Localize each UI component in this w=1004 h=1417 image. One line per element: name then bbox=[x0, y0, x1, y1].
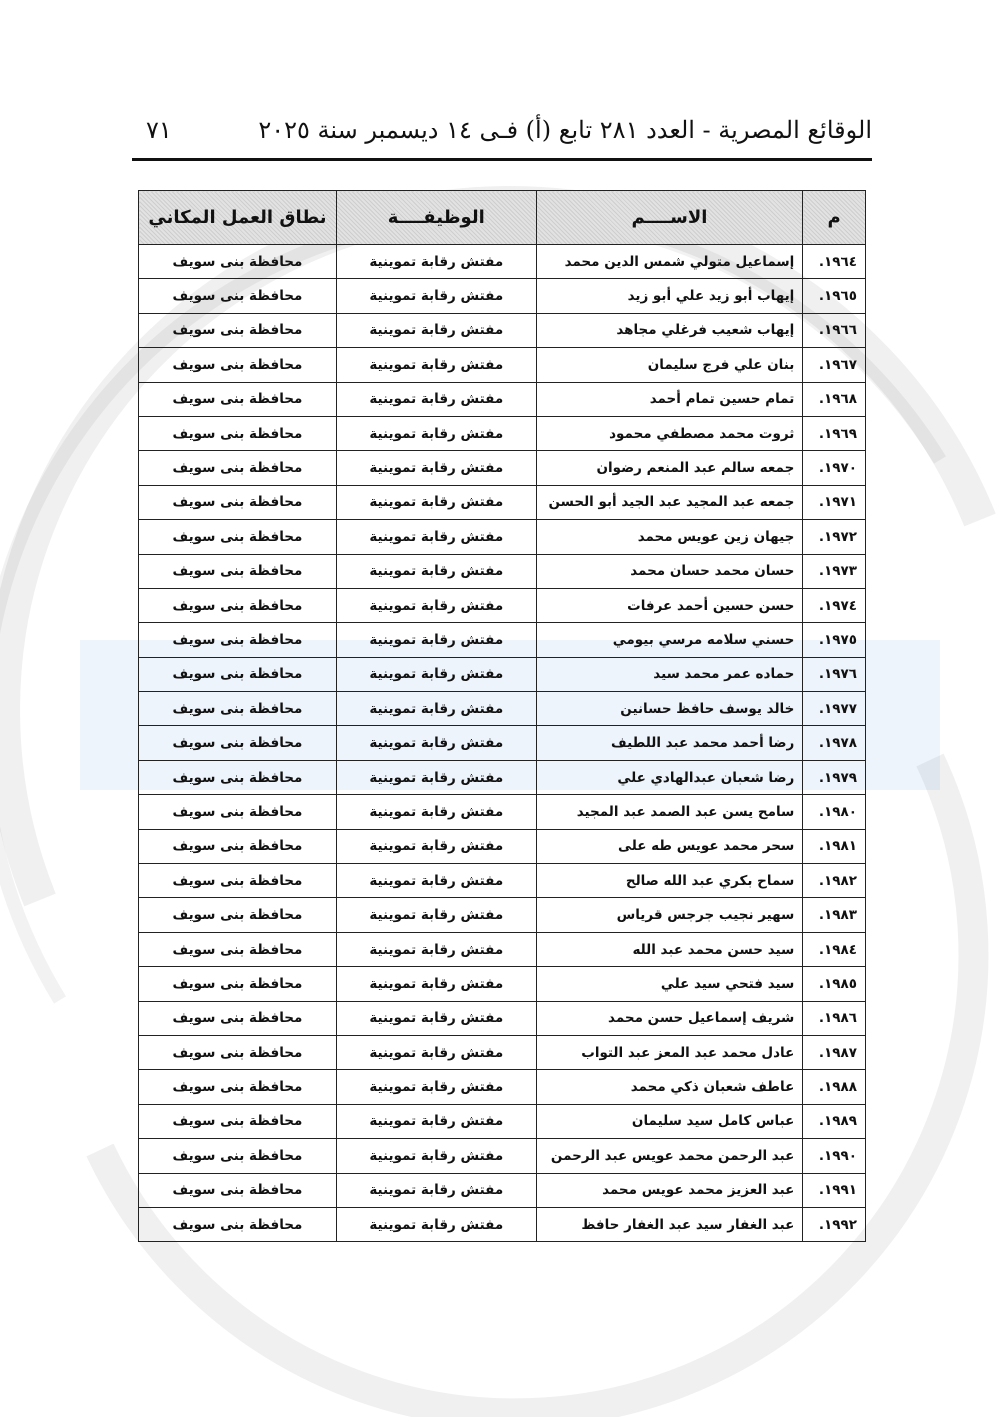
table-row bbox=[139, 726, 866, 760]
person-name: عاطف شعبان ذكي محمد bbox=[536, 1070, 803, 1104]
work-area: محافظة بنى سويف bbox=[139, 588, 337, 622]
work-area: محافظة بنى سويف bbox=[139, 554, 337, 588]
column-header-area: نطاق العمل المكاني bbox=[139, 191, 337, 245]
row-number: ١٩٦٥. bbox=[803, 279, 866, 313]
column-header-name: الاســــم bbox=[536, 191, 803, 245]
job-title: مفتش رقابة تموينية bbox=[336, 1035, 536, 1069]
row-number: ١٩٨٢. bbox=[803, 864, 866, 898]
table-header-row bbox=[139, 191, 866, 245]
table-row bbox=[139, 520, 866, 554]
work-area: محافظة بنى سويف bbox=[139, 623, 337, 657]
table-row bbox=[139, 795, 866, 829]
work-area: محافظة بنى سويف bbox=[139, 485, 337, 519]
table-row bbox=[139, 623, 866, 657]
job-title: مفتش رقابة تموينية bbox=[336, 1139, 536, 1173]
row-number: ١٩٦٨. bbox=[803, 382, 866, 416]
job-title: مفتش رقابة تموينية bbox=[336, 623, 536, 657]
person-name: حسني سلامه مرسي بيومي bbox=[536, 623, 803, 657]
job-title: مفتش رقابة تموينية bbox=[336, 348, 536, 382]
person-name: سحر محمد عويس طه على bbox=[536, 829, 803, 863]
job-title: مفتش رقابة تموينية bbox=[336, 898, 536, 932]
work-area: محافظة بنى سويف bbox=[139, 932, 337, 966]
person-name: سيد فتحي سيد علي bbox=[536, 967, 803, 1001]
job-title: مفتش رقابة تموينية bbox=[336, 760, 536, 794]
column-header-number: م bbox=[803, 191, 866, 245]
person-name: عبد العزيز محمد عويس محمد bbox=[536, 1173, 803, 1207]
person-name: سيد حسن محمد عبد الله bbox=[536, 932, 803, 966]
work-area: محافظة بنى سويف bbox=[139, 1035, 337, 1069]
work-area: محافظة بنى سويف bbox=[139, 348, 337, 382]
person-name: إسماعيل متولي شمس الدين محمد bbox=[536, 245, 803, 279]
table-row bbox=[139, 864, 866, 898]
person-name: حماده عمر محمد سيد bbox=[536, 657, 803, 691]
job-title: مفتش رقابة تموينية bbox=[336, 795, 536, 829]
job-title: مفتش رقابة تموينية bbox=[336, 829, 536, 863]
person-name: شريف إسماعيل حسن محمد bbox=[536, 1001, 803, 1035]
table-row bbox=[139, 657, 866, 691]
work-area: محافظة بنى سويف bbox=[139, 829, 337, 863]
table-row bbox=[139, 1207, 866, 1241]
job-title: مفتش رقابة تموينية bbox=[336, 279, 536, 313]
work-area: محافظة بنى سويف bbox=[139, 1070, 337, 1104]
person-name: عباس كامل سيد سليمان bbox=[536, 1104, 803, 1138]
page-header bbox=[132, 108, 872, 161]
column-header-job: الوظيفــــة bbox=[336, 191, 536, 245]
table-row bbox=[139, 382, 866, 416]
row-number: ١٩٩٢. bbox=[803, 1207, 866, 1241]
person-name: بنان علي فرج سليمان bbox=[536, 348, 803, 382]
work-area: محافظة بنى سويف bbox=[139, 898, 337, 932]
table-row bbox=[139, 416, 866, 450]
work-area: محافظة بنى سويف bbox=[139, 1104, 337, 1138]
page-number: ٧١ bbox=[146, 116, 172, 144]
job-title: مفتش رقابة تموينية bbox=[336, 451, 536, 485]
job-title: مفتش رقابة تموينية bbox=[336, 485, 536, 519]
table-row bbox=[139, 588, 866, 622]
table-row bbox=[139, 1139, 866, 1173]
work-area: محافظة بنى سويف bbox=[139, 416, 337, 450]
work-area: محافظة بنى سويف bbox=[139, 1173, 337, 1207]
table-row bbox=[139, 1104, 866, 1138]
job-title: مفتش رقابة تموينية bbox=[336, 245, 536, 279]
table-row bbox=[139, 1035, 866, 1069]
row-number: ١٩٨٠. bbox=[803, 795, 866, 829]
row-number: ١٩٧٠. bbox=[803, 451, 866, 485]
table-row bbox=[139, 1070, 866, 1104]
work-area: محافظة بنى سويف bbox=[139, 520, 337, 554]
table-row bbox=[139, 313, 866, 347]
row-number: ١٩٦٤. bbox=[803, 245, 866, 279]
person-name: عبد الرحمن محمد عويس عبد الرحمن bbox=[536, 1139, 803, 1173]
table-row bbox=[139, 245, 866, 279]
person-name: إيهاب أبو زيد علي أبو زيد bbox=[536, 279, 803, 313]
person-name: جيهان زين عويس محمد bbox=[536, 520, 803, 554]
row-number: ١٩٧٧. bbox=[803, 692, 866, 726]
row-number: ١٩٧٦. bbox=[803, 657, 866, 691]
work-area: محافظة بنى سويف bbox=[139, 245, 337, 279]
person-name: رضا شعبان عبدالهادي علي bbox=[536, 760, 803, 794]
work-area: محافظة بنى سويف bbox=[139, 451, 337, 485]
row-number: ١٩٧١. bbox=[803, 485, 866, 519]
table-row bbox=[139, 279, 866, 313]
job-title: مفتش رقابة تموينية bbox=[336, 967, 536, 1001]
row-number: ١٩٧٥. bbox=[803, 623, 866, 657]
job-title: مفتش رقابة تموينية bbox=[336, 416, 536, 450]
work-area: محافظة بنى سويف bbox=[139, 795, 337, 829]
job-title: مفتش رقابة تموينية bbox=[336, 657, 536, 691]
table-row bbox=[139, 760, 866, 794]
row-number: ١٩٨١. bbox=[803, 829, 866, 863]
job-title: مفتش رقابة تموينية bbox=[336, 1104, 536, 1138]
row-number: ١٩٨٥. bbox=[803, 967, 866, 1001]
table-row bbox=[139, 898, 866, 932]
work-area: محافظة بنى سويف bbox=[139, 1139, 337, 1173]
work-area: محافظة بنى سويف bbox=[139, 1207, 337, 1241]
work-area: محافظة بنى سويف bbox=[139, 657, 337, 691]
work-area: محافظة بنى سويف bbox=[139, 760, 337, 794]
work-area: محافظة بنى سويف bbox=[139, 726, 337, 760]
row-number: ١٩٨٩. bbox=[803, 1104, 866, 1138]
work-area: محافظة بنى سويف bbox=[139, 692, 337, 726]
job-title: مفتش رقابة تموينية bbox=[336, 692, 536, 726]
job-title: مفتش رقابة تموينية bbox=[336, 864, 536, 898]
person-name: حسن حسين أحمد عرفات bbox=[536, 588, 803, 622]
records-table bbox=[138, 190, 866, 1242]
person-name: خالد يوسف حافظ حسانين bbox=[536, 692, 803, 726]
person-name: سهير نجيب جرجس قرياس bbox=[536, 898, 803, 932]
table-row bbox=[139, 967, 866, 1001]
table-row bbox=[139, 485, 866, 519]
job-title: مفتش رقابة تموينية bbox=[336, 1173, 536, 1207]
row-number: ١٩٩١. bbox=[803, 1173, 866, 1207]
person-name: رضا أحمد محمد عبد اللطيف bbox=[536, 726, 803, 760]
job-title: مفتش رقابة تموينية bbox=[336, 932, 536, 966]
row-number: ١٩٨٤. bbox=[803, 932, 866, 966]
row-number: ١٩٨٧. bbox=[803, 1035, 866, 1069]
row-number: ١٩٧٢. bbox=[803, 520, 866, 554]
table-row bbox=[139, 1173, 866, 1207]
person-name: حسان محمد حسان محمد bbox=[536, 554, 803, 588]
row-number: ١٩٧٨. bbox=[803, 726, 866, 760]
job-title: مفتش رقابة تموينية bbox=[336, 382, 536, 416]
person-name: سامح يسن عبد الصمد عبد المجيد bbox=[536, 795, 803, 829]
header-title: الوقائع المصرية - العدد ٢٨١ تابع (أ) فـى ١٤ ديسمبر سنة ٢٠٢٥ bbox=[258, 116, 872, 144]
person-name: ثروت محمد مصطفي محمود bbox=[536, 416, 803, 450]
table-row bbox=[139, 932, 866, 966]
person-name: عادل محمد عبد المعز عبد التواب bbox=[536, 1035, 803, 1069]
table-row bbox=[139, 1001, 866, 1035]
job-title: مفتش رقابة تموينية bbox=[336, 554, 536, 588]
person-name: إيهاب شعيب فرغلي مجاهد bbox=[536, 313, 803, 347]
person-name: جمعه عبد المجيد عبد الجيد أبو الحسن bbox=[536, 485, 803, 519]
work-area: محافظة بنى سويف bbox=[139, 382, 337, 416]
job-title: مفتش رقابة تموينية bbox=[336, 588, 536, 622]
job-title: مفتش رقابة تموينية bbox=[336, 1001, 536, 1035]
row-number: ١٩٧٤. bbox=[803, 588, 866, 622]
person-name: سماح بكري عبد الله صالح bbox=[536, 864, 803, 898]
job-title: مفتش رقابة تموينية bbox=[336, 1207, 536, 1241]
table-body bbox=[139, 245, 866, 1242]
row-number: ١٩٦٧. bbox=[803, 348, 866, 382]
job-title: مفتش رقابة تموينية bbox=[336, 726, 536, 760]
table-header bbox=[139, 191, 866, 245]
table-row bbox=[139, 692, 866, 726]
job-title: مفتش رقابة تموينية bbox=[336, 1070, 536, 1104]
row-number: ١٩٦٩. bbox=[803, 416, 866, 450]
row-number: ١٩٧٣. bbox=[803, 554, 866, 588]
table-row bbox=[139, 451, 866, 485]
row-number: ١٩٦٦. bbox=[803, 313, 866, 347]
person-name: جمعه سالم عبد المنعم رضوان bbox=[536, 451, 803, 485]
row-number: ١٩٨٣. bbox=[803, 898, 866, 932]
table-row bbox=[139, 348, 866, 382]
row-number: ١٩٨٦. bbox=[803, 1001, 866, 1035]
row-number: ١٩٨٨. bbox=[803, 1070, 866, 1104]
table-row bbox=[139, 829, 866, 863]
work-area: محافظة بنى سويف bbox=[139, 864, 337, 898]
row-number: ١٩٧٩. bbox=[803, 760, 866, 794]
table-row bbox=[139, 554, 866, 588]
job-title: مفتش رقابة تموينية bbox=[336, 313, 536, 347]
person-name: عبد الغفار سيد عبد الغفار حافظ bbox=[536, 1207, 803, 1241]
job-title: مفتش رقابة تموينية bbox=[336, 520, 536, 554]
work-area: محافظة بنى سويف bbox=[139, 279, 337, 313]
row-number: ١٩٩٠. bbox=[803, 1139, 866, 1173]
work-area: محافظة بنى سويف bbox=[139, 1001, 337, 1035]
person-name: تمام حسين تمام أحمد bbox=[536, 382, 803, 416]
work-area: محافظة بنى سويف bbox=[139, 967, 337, 1001]
work-area: محافظة بنى سويف bbox=[139, 313, 337, 347]
